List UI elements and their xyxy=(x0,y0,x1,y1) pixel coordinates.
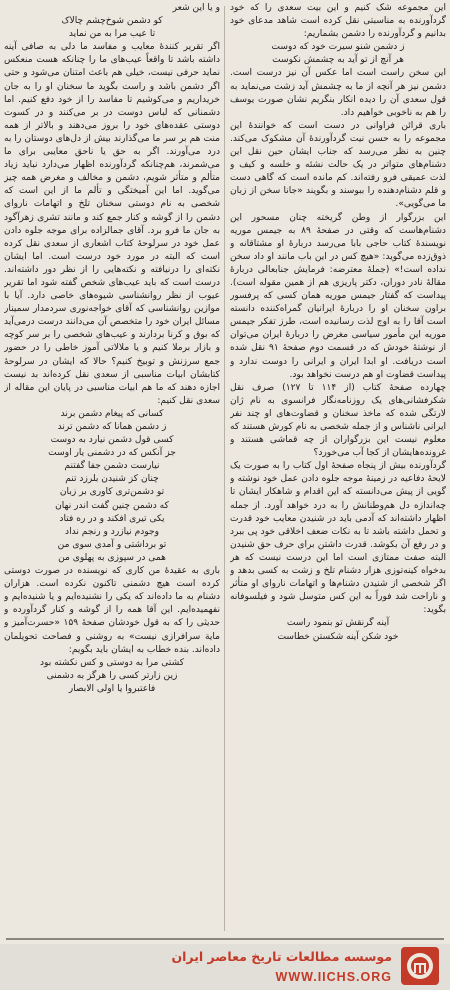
poem-verse: فاعتبروا یا اولی الابصار xyxy=(68,683,156,694)
institute-name: موسسه مطالعات تاریخ معاصر ایران xyxy=(171,949,392,964)
article-column-right xyxy=(230,2,446,937)
paragraph: چهارده صفحهٔ کتاب (از ۱۱۴ تا ۱۲۷) صرف نقل شکرفشانی‌های یک روزنامه‌نگار فرانسوی به نام ژان لارتگی شده که ما‌خذ سخنان و قضاوت‌های او چند نفر ایرانی ناشناس و از جمله شخصی به نام کورش هستند که معلوم نیست این بزرگواران از چه قماشی هستند و غرونده‌هایشان از کجا آب می‌خورد؟ xyxy=(230,382,446,459)
poem-verse: کو دشمن شوخ‌چشم چالاک xyxy=(61,16,163,27)
poem-verse: ز دشمن شنو سیرت خود که دوست xyxy=(271,42,405,53)
paragraph: باری به عقیدهٔ من کاری که نویسنده در صورت دوستی کرده است هیچ دشمنی تاکنون نکرده است. هزاران دشنام به ما داده‌اند که یکی را نشنیده‌ایم و یا شنیده‌ایم و نفهمیده‌ایم. این آقا همه را از گوشه و کنار گردآورده و حدیثی را که به قول خودشان صفحهٔ ۱۵۹ «حسرت‌آمیز و ماية سرافرازی نیست» به روشنی و فصاحت تحویلمان داده‌اند. بنده خطاب به ایشان باید بگویم: xyxy=(4,566,220,655)
poem-verse: همی در سپوزی به پهلوی من xyxy=(58,552,166,563)
institute-url[interactable]: WWW.IICHS.ORG xyxy=(275,970,392,984)
poem-verse: کسی قول دشمن نیارد به دوست xyxy=(50,435,174,446)
poem-verse: تو برداشتی و آمدی سوی من xyxy=(57,539,167,550)
paragraph: گردآورنده بیش از پنجاه صفحهٔ اول کتاب را به صورت یک لایحهٔ دفاعیه در زمینهٔ موجه جلوه دادن عمل خود نوشته و گویی از پیش می‌دانسته که این اقدام و شاهکار ایشان تا چه‌اندازه دل هم‌وطنانش را به درد خواهد آورد. از جمله اظهار داشته‌اند که آدمی باید در شنیدن معایب خود قدرت و تحمل داشته باشد تا به نکات ضعف اخلاقی خود پی ببرد و در رفع آن بکوشد. قدرت داشتن برای حرف حق شنیدن البته صفت ممتازی است اما این درست نیست که هر بدخواه کینه‌توزی هزار دشنام تلخ و زشت به کسی بدهد و اگر شخصی از شنیدن دشنام‌ها و اتهامات ناروای او متأثر و ناراحت شد فوراً به این کس متوسل شود و فیلسوفانه بگوید: xyxy=(230,461,446,616)
poem-verse: وجودم نیازرد و رنجم نداد xyxy=(65,526,159,537)
paragraph: باری قرائن فراوانی در دست است که خوانندهٔ این مجموعه را به حسن نیت گردآورندهٔ آن مشکوک می‌کند. چنین به نظر می‌رسد که جناب ایشان حین نقل این دشنام‌های متواتر در یک حالت نشئه و خلسه و کیف و لذت عمیقی فرو رفته‌اند. کم مانده است که گاهی دست و قلم دشنام‌دهنده را ببوسند و بگویند «جانا سخن از زبان ما می‌گویی». xyxy=(230,120,446,210)
paragraph: این بزرگوار از وطن گریخته چنان مسحور این دشنام‌هاست که وقتی در صفحهٔ ۸۹ به جیمس موریه نویسندهٔ کتاب حاجی بابا می‌رسد دربارهٔ او مشتاقانه و ذوق‌زده می‌گوید: «هیچ کس در این باب مانند او داد سخن نداده است!» (جملهٔ معترضه: فرمایش جنابعالی دربارهٔ مقالهٔ نادر دوران، دکتر پاریزی هم از همین مقوله است). پیداست که گفتار جیمس موریه همان کسی که پرفسور براون سخنان او را دربارهٔ ایرانیان گمراه‌کننده دانسته است آقا را به اوج لذت رسانیده است، طرز تفکر جیمس موریه این مأمور سیاسی مغرض را دربارهٔ ایران می‌توان از نوشتهٔ خودش که در قسمت دوم صفحهٔ ۹۱ نقل شده است دریافت. او ابدا ایران و ایرانی را دوست ندارد و پیداست قضاوت او هم درست نخواهد بود. xyxy=(230,212,446,380)
poem-verse: کشتی مرا به دوستی و کس نکشته بود xyxy=(39,657,185,668)
poem-verse: خود شکن آینه شکستن خطاست xyxy=(277,631,399,642)
poem-verse: چنان کز شنیدن بلرزد تنم xyxy=(65,474,159,485)
poem-verse: هر آنچ از تو آید به چشمش نکوست xyxy=(272,55,404,66)
poem-verse: که دشمن چنین گفت اندر نهان xyxy=(55,500,169,511)
poem-verse: کسانی که پیغام دشمن برند xyxy=(60,408,164,419)
poem-verse: جز آنکس که در دشمنی یار اوست xyxy=(48,448,176,459)
poem-verse: تو دشمن‌تری کاوری بر زبان xyxy=(59,487,165,498)
poem-verse: آینه گرنقش تو بنمود راست xyxy=(286,618,390,629)
paragraph: اگر تقریر کنندهٔ معایب و مفاسد ما دلی به صافی آینه داشته باشد تا واقعاً عیب‌های ما را چنانکه هست منعکس نماید حرفی نیست، خیلی هم باعث امتنان می‌شود و حتی اگر دشمن باشد و راست بگوید ما سخنان او را به جان خریداریم و می‌کوشیم تا مفاسد را از خود دفع کنیم. اما دشمنانی که لباس دوست در بر می‌کنند و در کسوت دوستی عقده‌های خود را بروز می‌دهند و بالاتر از همه منت هم بر سر ما می‌گذارند بیش از دل‌های دوستان را به درد می‌آورند. اگر به حق یا ناحق معایبی برای ما می‌شمرند، هم‌چنانکه گردآورنده اظهار می‌دارد نباید زیاد متألم و متأثر شویم، دشمن و مخالف و مغرض همه چیز می‌گوید. اما این آمیختگی و تألم ما از این است که شخصی به نام دوستی سخنان تلخ و اتهامات ناروای دشمن را از گوشه و کنار جمع کند و مانند تشری زهرآگود به جان ما فرو برد. آقای جمالزاده برای موجه جلوه دادن عمل خود در سرلوحهٔ کتاب اشعاری از سعدی نقل کرده است که البته در مورد خود درست است. اما ایشان نکته‌ای را درنیافته و نکته‌هایی را از نظر دور داشته‌اند. درست است که باید عیب‌های شخص گفته شود اما تقریر عیوب از نظر روانشناسی شیوه‌های خاصی دارد. آیا با موازین روانشناسی که آقای خواجه‌نوری سردمدار سمینار مسائل ایران خود را متخصص آن می‌دانند درست درمی‌آید که بوق و کرنا بردارند و عیب‌های شخصی را بر سر کوچه و بازار برملا کنیم و یا ملالاتی آموز خاطی را در حضور جمع سرزنش و توبیخ کنیم؟ حالا که ایشان در سرلوحهٔ کتابشان ابیات مناسبی از سعدی نقل کرده‌اند بد نیست اجازه دهند که ما هم ابیات مناسبی در پایان این مقاله از سعدی نقل کنیم: xyxy=(4,42,220,406)
article-column-left xyxy=(4,2,220,937)
footer-divider xyxy=(6,938,444,940)
footer-banner xyxy=(0,944,450,990)
paragraph: و یا این شعر xyxy=(172,3,220,13)
poem-verse: یکی تیری افکند و در ره فتاد xyxy=(59,513,165,524)
poem-verse: تا عیب مرا به من نماید xyxy=(68,29,156,40)
poem-verse: نیارست دشمن جفا گفتنم xyxy=(64,461,160,472)
column-divider xyxy=(224,6,225,931)
poem-verse: ز دشمن همانا که دشمن ترند xyxy=(57,422,167,432)
poem-verse: زین زارتر کسی را هرگز به دشمنی xyxy=(46,670,178,681)
paragraph: این سخن راست است اما عکس آن نیز درست است. دشمن نیز هر آنچه از ما به چشمش آید زشت می‌نماید به قول سعدی آن را دیده انکار بنگریم نشان صورت یوسف را هم به ناخوبی خواهیم داد. xyxy=(230,68,446,118)
paragraph: این مجموعه شک کنیم و این بیت سعدی را که خود گردآورنده به مناسبتی نقل کرده است شاهد مدعای خود بدانیم و گردآورنده را دشمن بشماریم: xyxy=(230,3,446,40)
iichs-emblem-icon xyxy=(400,946,440,986)
